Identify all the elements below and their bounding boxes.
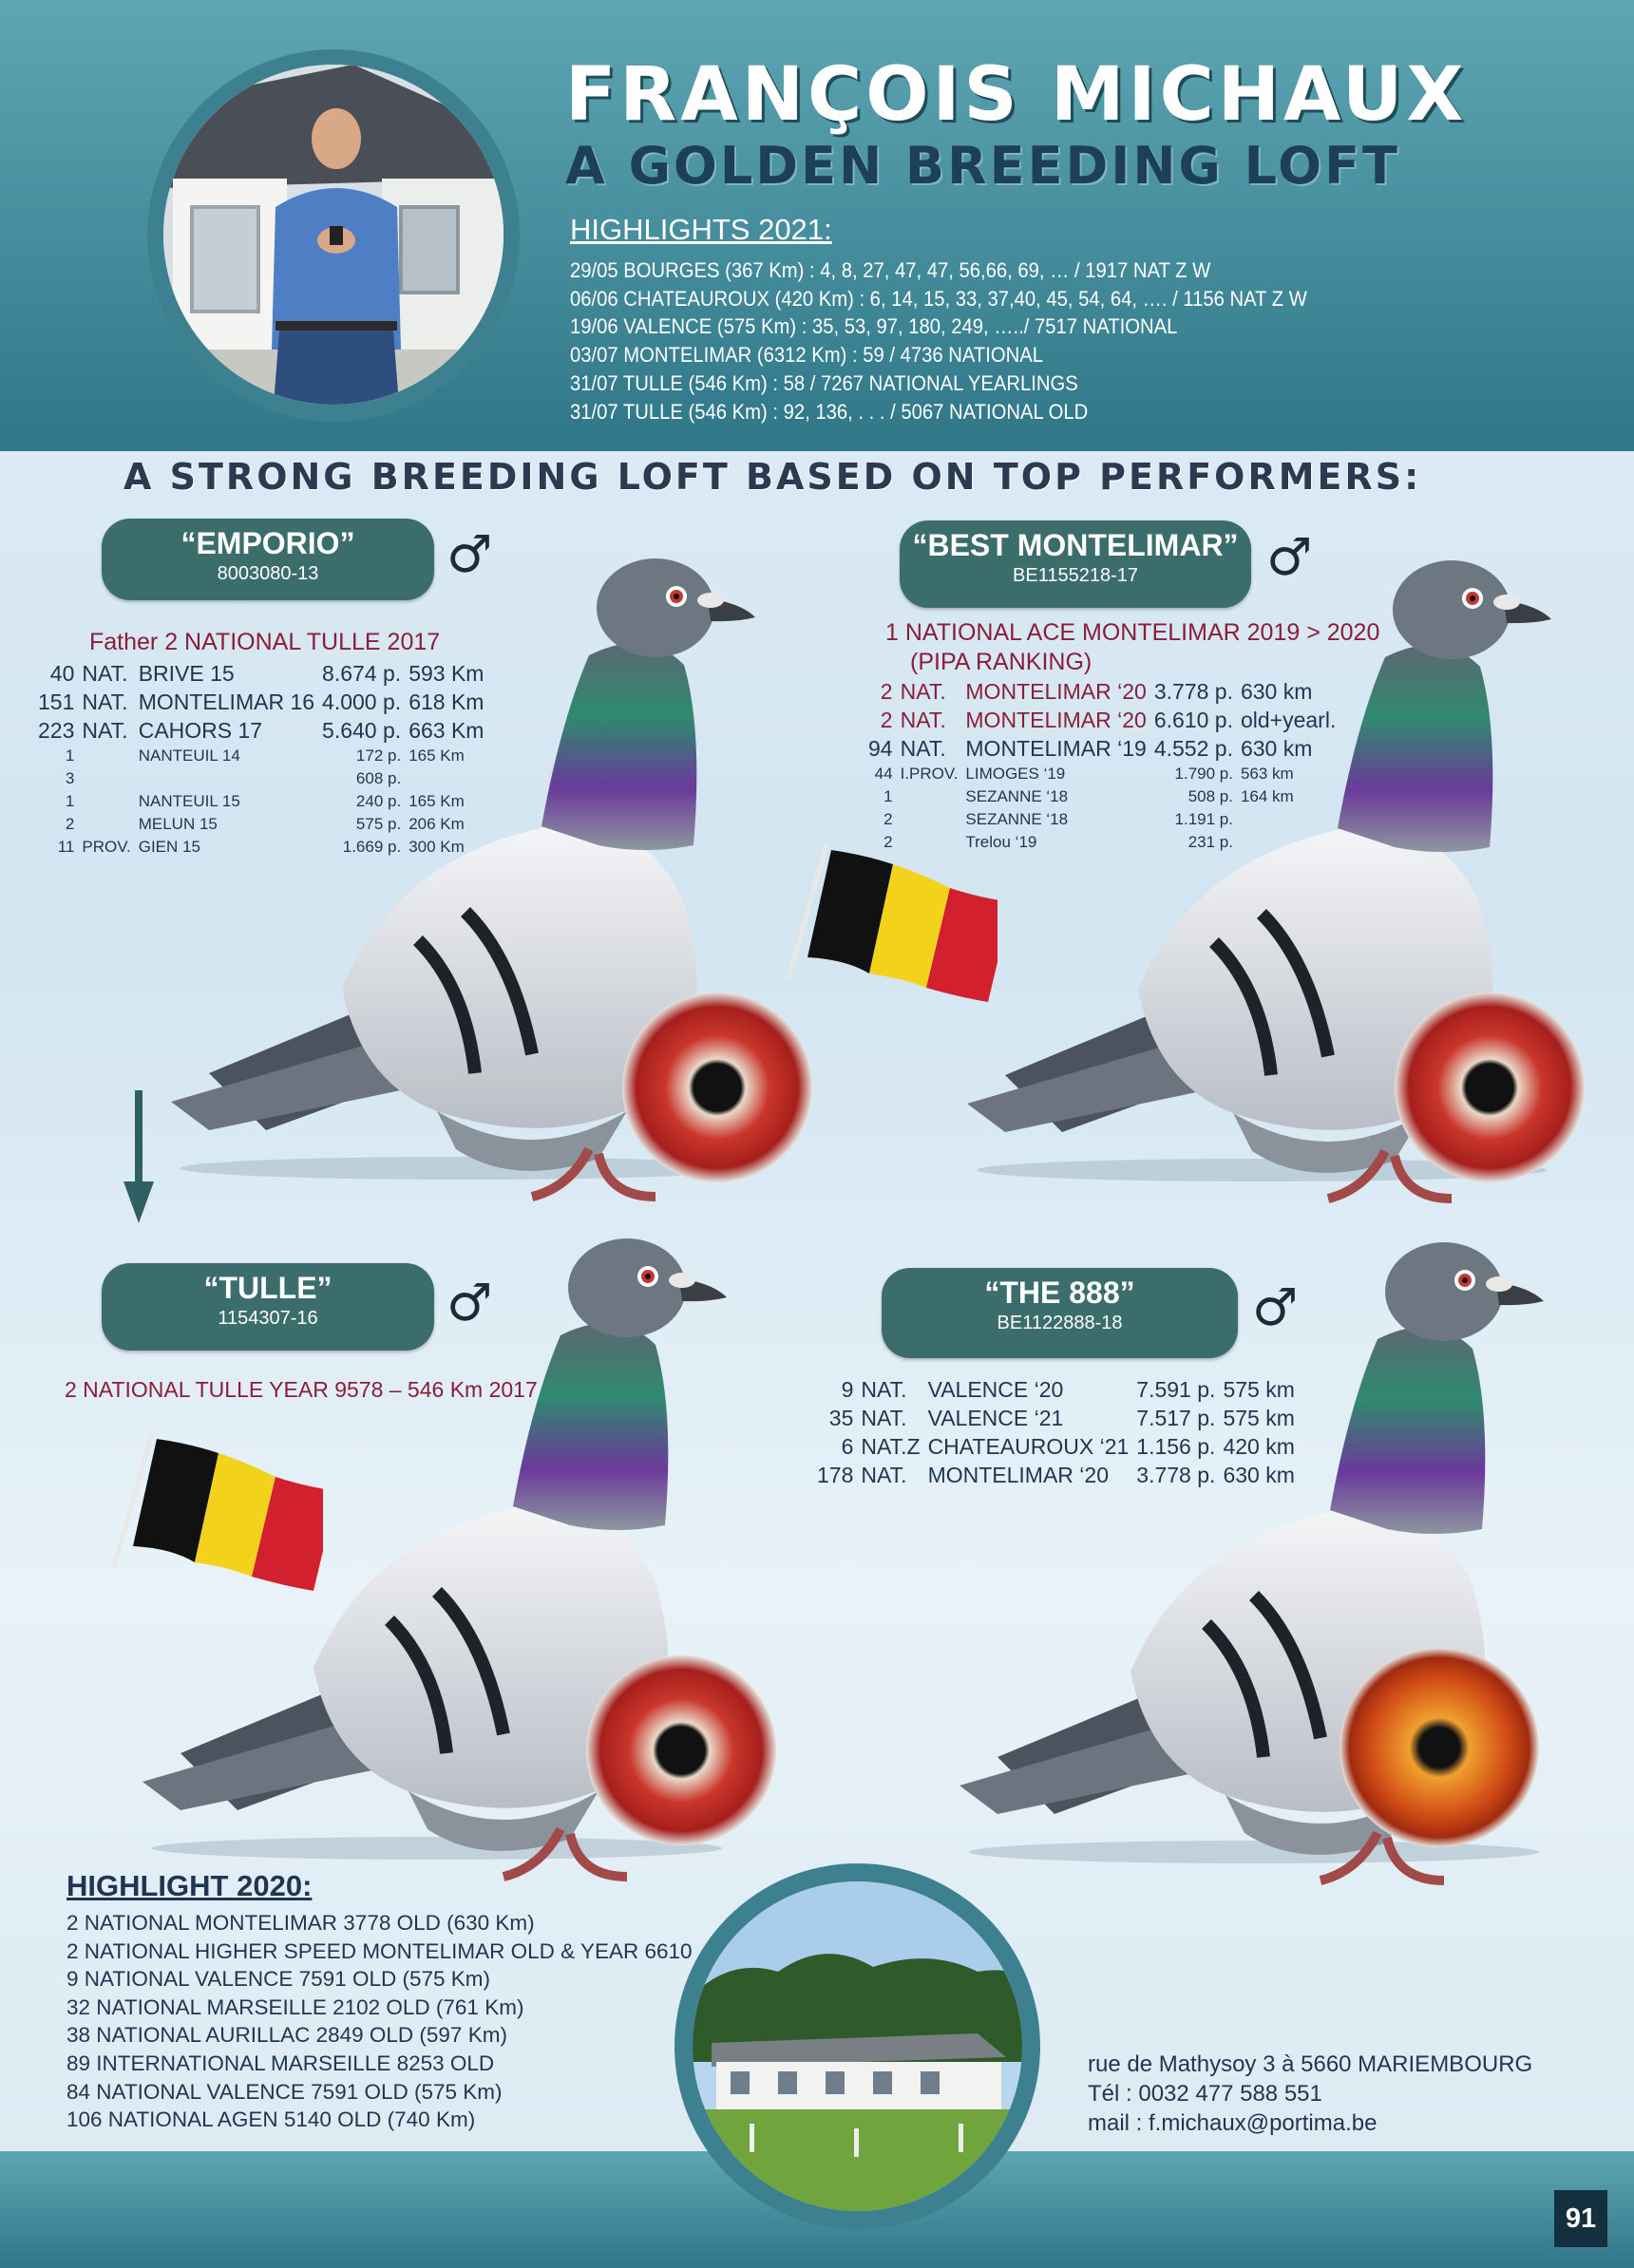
highlight-2020-colon: : xyxy=(302,1869,313,1902)
result-pos: 151 xyxy=(38,689,75,714)
belgian-flag-icon xyxy=(779,836,998,1026)
highlight-2021-item: 19/06 VALENCE (575 Km) : 35, 53, 97, 180, 249, …../ 7517 NATIONAL xyxy=(570,314,1178,339)
result-birds: 172 p. xyxy=(355,747,402,765)
result-pos: 44 xyxy=(874,765,893,783)
result-level: NAT. xyxy=(861,1376,907,1402)
result-level: I.PROV. xyxy=(900,765,959,783)
result-race: CAHORS 17 xyxy=(138,717,263,743)
result-dist: 300 Km xyxy=(408,838,465,856)
result-pos: 2 xyxy=(65,815,75,833)
highlights-2021-title: HIGHLIGHTS 2021 xyxy=(570,213,825,246)
highlight-2021-item: 06/06 CHATEAUROUX (420 Km) : 6, 14, 15, 33, 37,40, 45, 54, 64, …. / 1156 NAT Z W xyxy=(570,286,1307,311)
result-pos: 2 xyxy=(880,707,893,732)
result-birds: 1.790 p. xyxy=(1174,765,1233,783)
result-birds: 1.191 p. xyxy=(1174,810,1233,828)
highlight-2020-item: 84 NATIONAL VALENCE 7591 OLD (575 Km) xyxy=(66,2079,503,2104)
result-dist: 593 Km xyxy=(408,660,484,686)
result-dist: 164 km xyxy=(1240,787,1294,805)
tulle-eye-photo xyxy=(581,1651,781,1850)
best-montelimar-title-line1: 1 NATIONAL ACE MONTELIMAR 2019 > 2020 xyxy=(885,619,1380,646)
result-dist: 563 km xyxy=(1240,765,1294,783)
result-dist: 630 km xyxy=(1240,735,1313,761)
highlight-2021-item: 03/07 MONTELIMAR (6312 Km) : 59 / 4736 NATIONAL xyxy=(570,343,1043,368)
result-level: NAT. xyxy=(900,678,946,704)
contact-phone: Tél : 0032 477 588 551 xyxy=(1088,2081,1322,2107)
best-montelimar-name: “BEST MONTELIMAR” xyxy=(912,528,1239,562)
result-level: NAT. xyxy=(900,707,946,732)
result-birds: 3.778 p. xyxy=(1153,678,1233,704)
highlight-2020-title: HIGHLIGHT 2020 xyxy=(66,1869,303,1902)
result-race: SEZANNE ‘18 xyxy=(965,810,1069,828)
result-race: NANTEUIL 15 xyxy=(138,792,240,810)
result-pos: 2 xyxy=(884,810,893,828)
result-pos: 178 xyxy=(817,1462,854,1487)
result-birds: 4.000 p. xyxy=(322,689,402,714)
highlight-2021-item: 31/07 TULLE (546 Km) : 58 / 7267 NATIONAL YEARLINGS xyxy=(570,370,1078,395)
contact-block xyxy=(1088,2050,1532,2138)
tulle-name: “TULLE” xyxy=(203,1271,332,1305)
result-pos: 2 xyxy=(884,833,893,851)
result-pos: 223 xyxy=(38,717,75,743)
male-symbol-icon: ♂ xyxy=(446,1273,493,1332)
emporio-name: “EMPORIO” xyxy=(180,526,355,560)
result-birds: 608 p. xyxy=(355,769,402,787)
result-pos: 35 xyxy=(828,1405,854,1430)
the888-name: “THE 888” xyxy=(984,1276,1135,1310)
result-birds: 240 p. xyxy=(355,792,402,810)
result-birds: 508 p. xyxy=(1188,787,1233,805)
result-birds: 1.669 p. xyxy=(342,838,402,856)
result-level: NAT. xyxy=(82,689,128,714)
result-birds: 1.156 p. xyxy=(1136,1433,1216,1459)
highlight-2020-list xyxy=(66,1909,693,2134)
result-birds: 3.778 p. xyxy=(1136,1462,1216,1487)
male-symbol-icon: ♂ xyxy=(1266,527,1313,587)
result-level: NAT.Z xyxy=(861,1433,921,1459)
highlight-2020-item: 89 INTERNATIONAL MARSEILLE 8253 OLD xyxy=(66,2051,495,2075)
result-race: VALENCE ‘21 xyxy=(927,1405,1064,1430)
section-headline: A STRONG BREEDING LOFT BASED ON TOP PERFORMERS: xyxy=(124,456,1422,498)
the888-eye-photo xyxy=(1335,1643,1544,1852)
result-pos: 6 xyxy=(841,1433,854,1459)
result-race: GIEN 15 xyxy=(138,838,200,856)
result-birds: 5.640 p. xyxy=(322,717,402,743)
highlight-2020-item: 9 NATIONAL VALENCE 7591 OLD (575 Km) xyxy=(66,1967,491,1992)
result-pos: 3 xyxy=(65,769,75,787)
best-montelimar-eye-photo xyxy=(1390,988,1589,1187)
result-dist: 663 Km xyxy=(408,717,484,743)
result-dist: 618 Km xyxy=(408,689,484,714)
result-birds: 231 p. xyxy=(1188,833,1233,851)
breeder-name-title: FRANÇOIS MICHAUX xyxy=(565,52,1468,138)
loft-subtitle: A GOLDEN BREEDING LOFT xyxy=(565,136,1400,196)
result-pos: 94 xyxy=(868,735,893,761)
result-race: MONTELIMAR ‘20 xyxy=(965,678,1147,704)
loft-house-photo xyxy=(693,1881,1022,2211)
result-level: NAT. xyxy=(861,1405,907,1430)
result-dist: 165 Km xyxy=(408,747,465,765)
result-race: Trelou ‘19 xyxy=(965,833,1037,851)
tulle-results-title: 2 NATIONAL TULLE YEAR 9578 – 546 Km 2017 xyxy=(65,1377,538,1402)
result-race: BRIVE 15 xyxy=(138,660,235,686)
highlights-2021-colon: : xyxy=(824,213,832,246)
the888-ring-number: BE1122888-18 xyxy=(997,1313,1123,1333)
result-dist: 420 km xyxy=(1223,1433,1295,1459)
result-race: LIMOGES ‘19 xyxy=(965,765,1066,783)
male-symbol-icon: ♂ xyxy=(446,524,493,584)
result-race: MONTELIMAR ‘19 xyxy=(965,735,1147,761)
male-symbol-icon: ♂ xyxy=(1252,1277,1299,1337)
result-pos: 1 xyxy=(65,747,75,765)
contact-address: rue de Mathysoy 3 à 5660 MARIEMBOURG xyxy=(1088,2051,1533,2077)
breeder-portrait-photo xyxy=(163,65,504,405)
result-level xyxy=(78,745,134,767)
result-birds: 8.674 p. xyxy=(322,660,402,686)
result-level xyxy=(78,813,134,836)
belgian-flag-icon xyxy=(104,1425,323,1615)
highlight-2020-item: 2 NATIONAL HIGHER SPEED MONTELIMAR OLD & YEAR 6610 xyxy=(66,1938,693,1963)
result-birds: 7.517 p. xyxy=(1136,1405,1216,1430)
result-birds: 4.552 p. xyxy=(1153,735,1233,761)
result-dist: old+yearl. xyxy=(1240,707,1337,732)
emporio-ring-number: 8003080-13 xyxy=(217,563,319,584)
result-birds: 7.591 p. xyxy=(1136,1376,1216,1402)
result-birds: 575 p. xyxy=(355,815,402,833)
result-pos: 9 xyxy=(841,1376,854,1402)
highlights-2021-heading xyxy=(570,213,832,247)
result-level: NAT. xyxy=(861,1462,907,1487)
page-number: 91 xyxy=(1554,2190,1607,2247)
result-race: VALENCE ‘20 xyxy=(927,1376,1064,1402)
result-level: NAT. xyxy=(82,717,128,743)
result-race: SEZANNE ‘18 xyxy=(965,787,1069,805)
tulle-ring-number: 1154307-16 xyxy=(218,1308,318,1329)
result-race: MONTELIMAR ‘20 xyxy=(965,707,1147,732)
result-birds: 6.610 p. xyxy=(1153,707,1233,732)
emporio-results-title: Father 2 NATIONAL TULLE 2017 xyxy=(89,629,441,655)
arrow-down-icon xyxy=(122,1090,156,1223)
result-level: NAT. xyxy=(82,660,128,686)
result-level xyxy=(78,790,134,813)
result-race: CHATEAUROUX ‘21 xyxy=(927,1433,1130,1459)
result-race: MONTELIMAR 16 xyxy=(138,689,315,714)
highlight-2020-heading xyxy=(66,1869,312,1903)
highlight-2021-item: 31/07 TULLE (546 Km) : 92, 136, . . . / 5067 NATIONAL OLD xyxy=(570,399,1089,424)
best-montelimar-ring-number: BE1155218-17 xyxy=(1013,565,1138,586)
highlight-2020-item: 38 NATIONAL AURILLAC 2849 OLD (597 Km) xyxy=(66,2023,507,2048)
result-race: NANTEUIL 14 xyxy=(138,747,240,765)
result-pos: 11 xyxy=(57,838,75,856)
result-pos: 40 xyxy=(49,660,75,686)
highlights-2021-list xyxy=(570,256,1371,425)
result-dist: 575 km xyxy=(1223,1405,1295,1430)
highlight-2020-item: 2 NATIONAL MONTELIMAR 3778 OLD (630 Km) xyxy=(66,1911,535,1935)
result-pos: 2 xyxy=(880,678,893,704)
result-dist: 575 km xyxy=(1223,1376,1295,1402)
result-dist: 165 Km xyxy=(408,792,465,810)
result-race: MELUN 15 xyxy=(138,815,218,833)
highlight-2021-item: 29/05 BOURGES (367 Km) : 4, 8, 27, 47, 47, 56,66, 69, … / 1917 NAT Z W xyxy=(570,258,1211,282)
highlight-2020-item: 106 NATIONAL AGEN 5140 OLD (740 Km) xyxy=(66,2107,476,2132)
result-dist: 206 Km xyxy=(408,815,465,833)
contact-email[interactable]: mail : f.michaux@portima.be xyxy=(1088,2110,1378,2136)
result-dist: 630 km xyxy=(1240,678,1313,704)
result-level: PROV. xyxy=(82,838,131,856)
result-level: NAT. xyxy=(900,735,946,761)
highlight-2020-item: 32 NATIONAL MARSEILLE 2102 OLD (761 Km) xyxy=(66,1994,524,2019)
result-pos: 1 xyxy=(884,787,893,805)
result-level xyxy=(78,767,134,790)
result-race: MONTELIMAR ‘20 xyxy=(927,1462,1109,1487)
result-dist: 630 km xyxy=(1223,1462,1295,1487)
result-pos: 1 xyxy=(65,792,75,810)
best-montelimar-title-line2: (PIPA RANKING) xyxy=(910,649,1092,675)
